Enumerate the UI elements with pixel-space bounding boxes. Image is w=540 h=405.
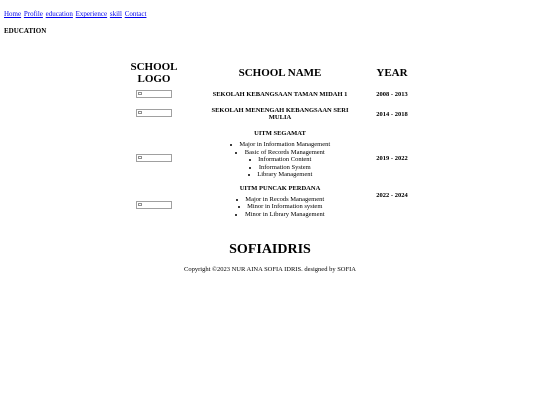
table-row [112, 180, 420, 220]
list-item: • Information System [200, 164, 360, 172]
section-title: EDUCATION [4, 27, 47, 35]
school-year: 2019 - 2022 [376, 155, 408, 163]
nav-link-experience[interactable]: Experience [75, 10, 108, 18]
school-name: UITM PUNCAK PERDANA [239, 184, 321, 192]
school-name-cell [196, 180, 364, 220]
school-logo-image [136, 109, 172, 117]
logo-cell [112, 180, 196, 220]
school-logo-image [136, 201, 172, 209]
school-name: SEKOLAH KEBANGSAAN TAMAN MIDAH 1 [212, 91, 348, 98]
header-school-name: SCHOOL NAME [238, 67, 322, 79]
header-year: YEAR [376, 67, 408, 79]
copyright-text: Copyright ©2023 NUR AINA SOFIA IDRIS. designed by SOFIA [184, 266, 356, 273]
school-year: 2022 - 2024 [376, 191, 408, 199]
table-row [112, 86, 420, 103]
list-item: • Library Management [200, 171, 360, 179]
nav-link-skill[interactable]: skill [109, 10, 122, 18]
education-table [112, 60, 420, 219]
nav-link-home[interactable]: Home [4, 10, 22, 18]
list-item: • Information Content [200, 156, 360, 164]
list-item: • Major in Recods Management [200, 196, 360, 204]
nav-link-education[interactable]: education [45, 10, 73, 18]
site-brand: SOFIAIDRIS [229, 242, 311, 257]
table-row [112, 103, 420, 125]
logo-cell [112, 125, 196, 180]
list-item: • Basic of Records Management [200, 149, 360, 157]
school-year: 2014 - 2018 [376, 110, 408, 118]
nav-link-profile[interactable]: Profile [23, 10, 43, 18]
school-logo-image [136, 90, 172, 98]
nav-link-contact[interactable]: Contact [124, 10, 147, 18]
school-name: UITM SEGAMAT [254, 130, 306, 137]
table-row [112, 125, 420, 180]
subject-list [200, 196, 360, 219]
list-item: • Minor in Library Management [200, 211, 360, 219]
school-name-cell [196, 125, 364, 180]
list-item: • Minor in Information system [200, 203, 360, 211]
school-name: SEKOLAH MENENGAH KEBANGSAAN SERI MULIA [211, 107, 349, 121]
school-year: 2008 - 2013 [376, 91, 408, 98]
list-item: • Major in Information Management [200, 141, 360, 149]
logo-cell [112, 86, 196, 103]
school-logo-image [136, 154, 172, 162]
table-header-row [112, 60, 420, 86]
logo-cell [112, 103, 196, 125]
top-nav [4, 10, 147, 18]
header-school-logo: SCHOOL LOGO [130, 61, 178, 85]
subject-list [200, 141, 360, 179]
